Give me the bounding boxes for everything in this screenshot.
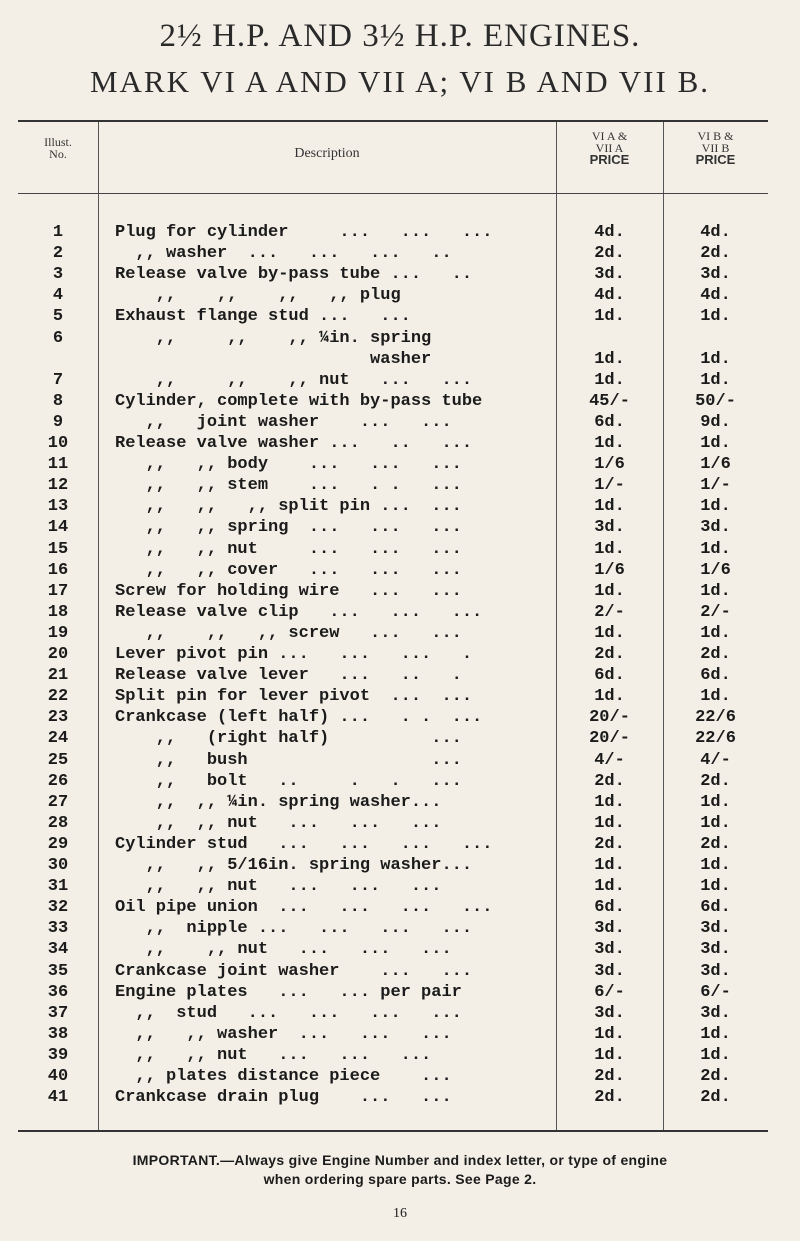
price-vi-a-vii-a: 2d.: [594, 834, 625, 854]
price-vi-a-vii-a: 1d.: [594, 434, 625, 453]
part-description: ,, ,, ,, nut ... ...: [115, 370, 473, 390]
price-vi-a-vii-a: 6d.: [594, 666, 625, 686]
table-row: [18, 1087, 768, 1108]
table-row: [18, 834, 768, 855]
table-row: [18, 496, 768, 517]
illust-number: 4: [52, 286, 64, 306]
table-row: [18, 412, 768, 433]
part-description: ,, ,, nut ... ... ...: [115, 813, 442, 833]
part-description: ,, ,, ,, screw ... ...: [115, 623, 462, 643]
table-row: [18, 285, 768, 306]
part-description: ,, nipple ... ... ... ...: [115, 919, 473, 939]
page-title-line-2: MARK VI A AND VII A; VI B AND VII B.: [89, 64, 711, 99]
table-row: [18, 1066, 768, 1087]
part-description: ,, ,, 5/16in. spring washer...: [115, 856, 473, 875]
price-vi-a-vii-a: 3d.: [594, 940, 625, 960]
price-vi-b-vii-b: 1d.: [700, 307, 731, 327]
price-vi-b-vii-b: 1d.: [700, 792, 731, 812]
price-vi-b-vii-b: 2d.: [700, 1067, 731, 1086]
price-vi-b-vii-b: 22/6: [695, 708, 736, 728]
illust-number: 35: [47, 961, 69, 981]
illust-number: 13: [47, 497, 69, 517]
price-vi-a-vii-a: 1/6: [594, 560, 625, 580]
price-vi-a-vii-a: 3d.: [594, 518, 625, 538]
illust-number: 3: [52, 265, 64, 285]
price-vi-b-vii-b: 1d.: [700, 623, 731, 643]
table-row: [18, 306, 768, 327]
header-price-b-line-1: VI B &: [697, 129, 734, 143]
header-price-a-line-1: VI A &: [591, 129, 628, 143]
price-vi-a-vii-a: 1d.: [594, 792, 625, 812]
table-row: [18, 918, 768, 939]
price-vi-a-vii-a: 1/6: [594, 455, 625, 475]
price-vi-a-vii-a: 4d.: [594, 286, 625, 306]
part-description: ,, ,, nut ... ... ...: [115, 1045, 432, 1065]
illust-number: 15: [47, 539, 69, 559]
table-row: [18, 707, 768, 728]
part-description: Cylinder stud ... ... ... ...: [115, 834, 493, 854]
part-description: Crankcase drain plug ... ...: [115, 1088, 452, 1108]
illust-number: 31: [47, 877, 69, 897]
part-description: ,, bolt .. . . ...: [115, 771, 462, 791]
price-vi-b-vii-b: 22/6: [695, 729, 736, 749]
illust-number: 9: [52, 412, 64, 432]
price-vi-b-vii-b: 2d.: [700, 645, 731, 664]
price-vi-a-vii-a: 1d.: [594, 307, 625, 327]
illust-number: 25: [47, 750, 69, 770]
price-vi-a-vii-a: 4d.: [594, 223, 625, 242]
table-row: [18, 539, 768, 560]
parts-price-table: [18, 120, 768, 1132]
page-number: 16: [393, 1206, 407, 1221]
price-vi-a-vii-a: 1d.: [594, 856, 625, 875]
price-vi-b-vii-b: 1/6: [700, 560, 731, 580]
price-vi-a-vii-a: 1d.: [594, 497, 625, 517]
table-row: [18, 370, 768, 391]
price-vi-a-vii-a: 6/-: [594, 982, 625, 1002]
header-price-a-line-2: VII A: [595, 141, 624, 155]
table-row: [18, 876, 768, 897]
price-vi-b-vii-b: 6d.: [700, 666, 731, 686]
table-row: [18, 939, 768, 960]
price-vi-a-vii-a: 2d.: [594, 244, 625, 264]
illust-number: 24: [47, 729, 69, 749]
table-row: [18, 1003, 768, 1024]
price-vi-b-vii-b: 1/6: [700, 455, 731, 475]
price-vi-a-vii-a: 1d.: [594, 349, 625, 369]
part-description: ,, ,, nut ... ... ...: [115, 539, 462, 559]
price-vi-a-vii-a: 2/-: [594, 602, 625, 622]
price-vi-a-vii-a: 2d.: [594, 771, 625, 791]
price-vi-a-vii-a: 20/-: [589, 708, 630, 728]
important-note: [0, 1151, 800, 1189]
price-vi-b-vii-b: 2d.: [700, 834, 731, 854]
price-vi-b-vii-b: 1d.: [700, 856, 731, 875]
table-row: [18, 750, 768, 771]
part-description: washer: [115, 349, 432, 369]
price-vi-a-vii-a: 45/-: [589, 391, 630, 411]
table-row: [18, 349, 768, 370]
price-vi-b-vii-b: 1d.: [700, 349, 731, 369]
table-row: [18, 855, 768, 876]
illust-number: 23: [47, 708, 69, 728]
price-vi-b-vii-b: 1d.: [700, 877, 731, 897]
column-header-price-a: [556, 130, 663, 166]
price-vi-a-vii-a: 4/-: [594, 750, 625, 770]
part-description: Release valve lever ... .. .: [115, 666, 462, 686]
part-description: ,, bush ...: [115, 750, 462, 770]
illust-number: 30: [47, 856, 69, 875]
important-note-line-1: IMPORTANT.—Always give Engine Number and index letter, or type of engine: [132, 1152, 668, 1168]
illust-number: 21: [47, 666, 69, 686]
illust-number: 36: [47, 982, 69, 1002]
price-vi-b-vii-b: 3d.: [700, 518, 731, 538]
price-vi-b-vii-b: 6d.: [700, 898, 731, 918]
illust-number: 1: [52, 223, 64, 242]
part-description: Split pin for lever pivot ... ...: [115, 687, 473, 707]
price-vi-a-vii-a: 1d.: [594, 1024, 625, 1044]
part-description: ,, ,, stem ... . . ...: [115, 476, 462, 496]
header-price-b-line-3: PRICE: [695, 152, 736, 167]
price-vi-a-vii-a: 3d.: [594, 961, 625, 981]
illust-number: 12: [47, 476, 69, 496]
header-divider: [18, 193, 768, 194]
price-vi-b-vii-b: 4d.: [700, 286, 731, 306]
illust-number: 27: [47, 792, 69, 812]
part-description: Oil pipe union ... ... ... ...: [115, 898, 493, 918]
price-vi-b-vii-b: 9d.: [700, 412, 731, 432]
table-row: [18, 222, 768, 243]
part-description: ,, ,, body ... ... ...: [115, 455, 462, 475]
part-description: ,, ,, spring ... ... ...: [115, 518, 462, 538]
part-description: Crankcase joint washer ... ...: [115, 961, 473, 981]
price-vi-b-vii-b: 1/-: [700, 476, 731, 496]
table-row: [18, 665, 768, 686]
price-vi-a-vii-a: 2d.: [594, 1088, 625, 1108]
table-row: [18, 1045, 768, 1066]
part-description: ,, washer ... ... ... ..: [115, 244, 452, 264]
illust-number: 11: [47, 455, 69, 475]
price-vi-b-vii-b: 3d.: [700, 961, 731, 981]
table-row: [18, 771, 768, 792]
table-row: [18, 813, 768, 834]
illust-number: 14: [47, 518, 69, 538]
price-vi-a-vii-a: 1/-: [594, 476, 625, 496]
part-description: Plug for cylinder ... ... ...: [115, 223, 493, 242]
table-row: [18, 264, 768, 285]
illust-number: 38: [47, 1024, 69, 1044]
price-vi-b-vii-b: 2d.: [700, 1088, 731, 1108]
price-vi-b-vii-b: 2d.: [700, 771, 731, 791]
price-vi-b-vii-b: 1d.: [700, 813, 731, 833]
price-vi-a-vii-a: 20/-: [589, 729, 630, 749]
illust-number: 19: [47, 623, 69, 643]
price-vi-b-vii-b: 1d.: [700, 497, 731, 517]
price-vi-b-vii-b: 1d.: [700, 370, 731, 390]
illust-number: 32: [47, 898, 69, 918]
table-row: [18, 961, 768, 982]
table-row: [18, 1024, 768, 1045]
price-vi-a-vii-a: 1d.: [594, 813, 625, 833]
column-header-illust-no: [18, 136, 98, 160]
table-row: [18, 792, 768, 813]
price-vi-a-vii-a: 1d.: [594, 370, 625, 390]
part-description: ,, ,, ,, ¼in. spring: [115, 328, 432, 348]
table-row: [18, 328, 768, 349]
table-row: [18, 391, 768, 412]
price-vi-b-vii-b: 2d.: [700, 244, 731, 264]
table-row: [18, 475, 768, 496]
table-row: [18, 243, 768, 264]
part-description: Release valve by-pass tube ... ..: [115, 265, 473, 285]
illust-number: 33: [47, 919, 69, 939]
part-description: Cylinder, complete with by-pass tube: [115, 391, 483, 411]
illust-number: 22: [47, 687, 69, 707]
price-vi-b-vii-b: 2/-: [700, 602, 731, 622]
header-illust-line-1: Illust.: [44, 135, 72, 149]
header-illust-line-2: No.: [49, 147, 67, 161]
table-row: [18, 728, 768, 749]
price-vi-a-vii-a: 6d.: [594, 898, 625, 918]
price-vi-a-vii-a: 3d.: [594, 919, 625, 939]
table-row: [18, 454, 768, 475]
price-vi-b-vii-b: 1d.: [700, 581, 731, 601]
part-description: ,, ,, nut ... ... ...: [115, 877, 442, 897]
part-description: Crankcase (left half) ... . . ...: [115, 708, 483, 728]
price-vi-b-vii-b: 6/-: [700, 982, 731, 1002]
part-description: ,, ,, cover ... ... ...: [115, 560, 462, 580]
price-vi-a-vii-a: 6d.: [594, 412, 625, 432]
illust-number: 18: [47, 602, 69, 622]
page-title-line-1: 2½ H.P. AND 3½ H.P. ENGINES.: [159, 18, 641, 54]
table-row: [18, 644, 768, 665]
price-vi-a-vii-a: 2d.: [594, 1067, 625, 1086]
price-vi-a-vii-a: 2d.: [594, 645, 625, 664]
important-note-line-2: when ordering spare parts. See Page 2.: [263, 1171, 537, 1187]
price-vi-b-vii-b: 1d.: [700, 1045, 731, 1065]
table-row: [18, 433, 768, 454]
illust-number: 41: [47, 1088, 69, 1108]
price-vi-b-vii-b: 50/-: [695, 391, 736, 411]
price-vi-b-vii-b: 4/-: [700, 750, 731, 770]
price-vi-b-vii-b: 1d.: [700, 687, 731, 707]
price-vi-b-vii-b: 3d.: [700, 265, 731, 285]
part-description: Screw for holding wire ... ...: [115, 581, 462, 601]
illust-number: 39: [47, 1045, 69, 1065]
table-row: [18, 581, 768, 602]
illust-number: 10: [47, 434, 69, 453]
price-vi-b-vii-b: 3d.: [700, 1003, 731, 1023]
illust-number: 8: [52, 391, 64, 411]
table-row: [18, 897, 768, 918]
part-description: Release valve washer ... .. ...: [115, 434, 473, 453]
table-row: [18, 517, 768, 538]
header-price-b-line-2: VII B: [701, 141, 730, 155]
part-description: ,, plates distance piece ...: [115, 1067, 452, 1086]
table-row: [18, 623, 768, 644]
price-vi-a-vii-a: 1d.: [594, 539, 625, 559]
illust-number: 6: [52, 328, 64, 348]
column-header-price-b: [663, 130, 768, 166]
price-vi-b-vii-b: 3d.: [700, 940, 731, 960]
part-description: ,, ,, nut ... ... ...: [115, 940, 452, 960]
price-vi-b-vii-b: 1d.: [700, 434, 731, 453]
illust-number: 37: [47, 1003, 69, 1023]
price-vi-b-vii-b: 1d.: [700, 539, 731, 559]
part-description: ,, joint washer ... ...: [115, 412, 452, 432]
header-price-a-line-3: PRICE: [589, 152, 630, 167]
price-vi-b-vii-b: 1d.: [700, 1024, 731, 1044]
part-description: ,, ,, ,, split pin ... ...: [115, 497, 462, 517]
column-header-description: Description: [294, 146, 360, 161]
price-vi-a-vii-a: 3d.: [594, 1003, 625, 1023]
illust-number: 40: [47, 1067, 69, 1086]
part-description: Exhaust flange stud ... ...: [115, 307, 411, 327]
price-vi-b-vii-b: 4d.: [700, 223, 731, 242]
price-vi-a-vii-a: 1d.: [594, 1045, 625, 1065]
part-description: Lever pivot pin ... ... ... .: [115, 645, 473, 664]
part-description: ,, ,, ¼in. spring washer...: [115, 792, 442, 812]
illust-number: 34: [47, 940, 69, 960]
part-description: Release valve clip ... ... ...: [115, 602, 483, 622]
price-vi-a-vii-a: 3d.: [594, 265, 625, 285]
table-row: [18, 982, 768, 1003]
part-description: ,, ,, ,, ,, plug: [115, 286, 401, 306]
illust-number: 7: [52, 370, 64, 390]
illust-number: 2: [52, 244, 64, 264]
illust-number: 16: [47, 560, 69, 580]
price-vi-a-vii-a: 1d.: [594, 877, 625, 897]
part-description: ,, stud ... ... ... ...: [115, 1003, 462, 1023]
price-vi-a-vii-a: 1d.: [594, 687, 625, 707]
table-row: [18, 686, 768, 707]
price-vi-a-vii-a: 1d.: [594, 581, 625, 601]
part-description: ,, ,, washer ... ... ...: [115, 1024, 452, 1044]
illust-number: 28: [47, 813, 69, 833]
illust-number: 20: [47, 645, 69, 664]
part-description: Engine plates ... ... per pair: [115, 982, 462, 1002]
part-description: ,, (right half) ...: [115, 729, 462, 749]
price-vi-a-vii-a: 1d.: [594, 623, 625, 643]
price-vi-b-vii-b: 3d.: [700, 919, 731, 939]
illust-number: 29: [47, 834, 69, 854]
illust-number: 17: [47, 581, 69, 601]
table-row: [18, 602, 768, 623]
illust-number: 26: [47, 771, 69, 791]
illust-number: 5: [52, 307, 64, 327]
table-row: [18, 560, 768, 581]
